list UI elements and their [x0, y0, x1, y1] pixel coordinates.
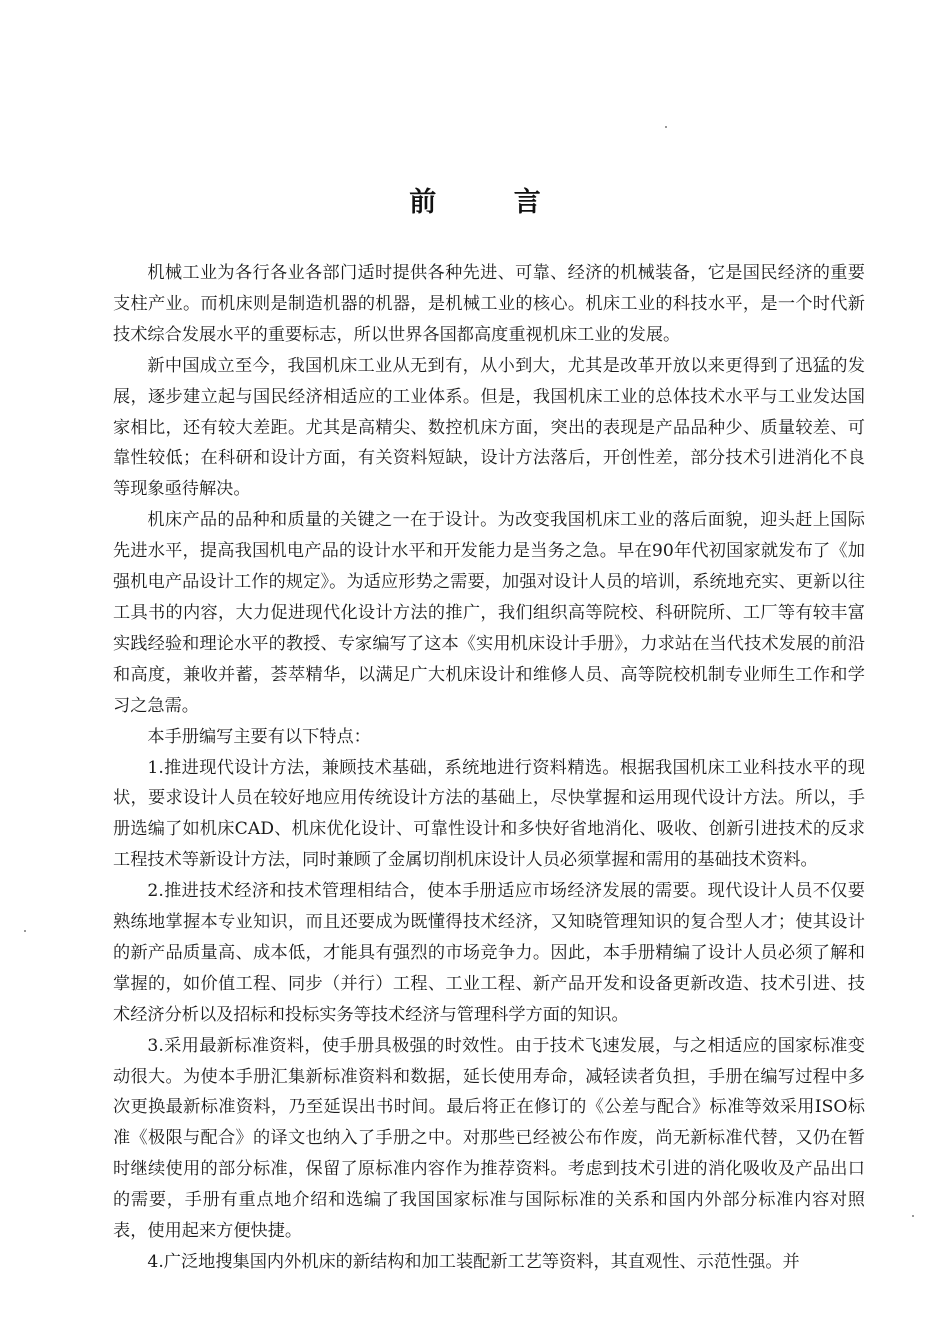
paragraph-features-lead: 本手册编写主要有以下特点： — [147, 726, 371, 747]
scan-speck — [665, 126, 667, 128]
paragraph-feature-3: 3.采用最新标准资料，使手册具极强的时效性。由于技术飞速发展，与之相适应的国家标准变动很大。为使本手册汇集新标准资料和数据，延长使用寿命，减轻读者负担，手册在编写过程中多次更换最新标准资料，乃至延误出书时间。最后将正在修订的《公差与配合》标准等效采用ISO标准《极限与配合》的译文也纳入了手册之中。对那些已经被公布作废，尚无新标准代替，又仍在暂时继续使用的部分标准，保留了原标准内容作为推荐资料。考虑到技术引进的消化吸收及产品出口的需要，手册有重点地介绍和选编了我国国家标准与国际标准的关系和国内外部分标准内容对照表，使用起来方便快捷。 — [113, 1035, 865, 1242]
paragraph-feature-1: 1.推进现代设计方法，兼顾技术基础，系统地进行资料精选。根据我国机床工业科技水平的现状，要求设计人员在较好地应用传统设计方法的基础上，尽快掌握和运用现代设计方法。所以，手册选编了如机床CAD、机床优化设计、可靠性设计和多快好省地消化、吸收、创新引进技术的反求工程技术等新设计方法，同时兼顾了金属切削机床设计人员必须掌握和需用的基础技术资料。 — [113, 757, 865, 871]
paragraph-design: 机床产品的品种和质量的关键之一在于设计。为改变我国机床工业的落后面貌，迎头赶上国际先进水平，提高我国机电产品的设计水平和开发能力是当务之急。早在90年代初国家就发布了《加强机电产品设计工作的规定》。为适应形势之需要，加强对设计人员的培训，系统地充实、更新以往工具书的内容，大力促进现代化设计方法的推广，我们组织高等院校、科研院所、工厂等有较丰富实践经验和理论水平的教授、专家编写了这本《实用机床设计手册》，力求站在当代技术发展的前沿和高度，兼收并蓄，荟萃精华，以满足广大机床设计和维修人员、高等院校机制专业师生工作和学习之急需。 — [113, 510, 865, 716]
body-text — [113, 258, 865, 1278]
paragraph-history: 新中国成立至今，我国机床工业从无到有，从小到大，尤其是改革开放以来更得到了迅猛的发展，逐步建立起与国民经济相适应的工业体系。但是，我国机床工业的总体技术水平与工业发达国家相比，还有较大差距。尤其是高精尖、数控机床方面，突出的表现是产品品种少、质量较差、可靠性较低；在科研和设计方面，有关资料短缺，设计方法落后，开创性差，部分技术引进消化不良等现象亟待解决。 — [113, 355, 865, 500]
paragraph-feature-2: 2.推进技术经济和技术管理相结合，使本手册适应市场经济发展的需要。现代设计人员不仅要熟练地掌握本专业知识，而且还要成为既懂得技术经济，又知晓管理知识的复合型人才；使其设计的新产品质量高、成本低，才能具有强烈的市场竞争力。因此，本手册精编了设计人员必须了解和掌握的，如价值工程、同步（并行）工程、工业工程、新产品开发和设备更新改造、技术引进、技术经济分析以及招标和投标实务等技术经济与管理科学方面的知识。 — [113, 881, 865, 1025]
page-title: 前 言 — [409, 187, 575, 218]
paragraph-feature-4: 4.广泛地搜集国内外机床的新结构和加工装配新工艺等资料，其直观性、示范性强。并 — [147, 1252, 800, 1272]
scan-speck — [912, 1215, 914, 1217]
paragraph-intro: 机械工业为各行各业各部门适时提供各种先进、可靠、经济的机械装备，它是国民经济的重要支柱产业。而机床则是制造机器的机器，是机械工业的核心。机床工业的科技水平，是一个时代新技术综合发展水平的重要标志，所以世界各国都高度重视机床工业的发展。 — [113, 263, 865, 345]
scan-speck — [24, 930, 26, 932]
